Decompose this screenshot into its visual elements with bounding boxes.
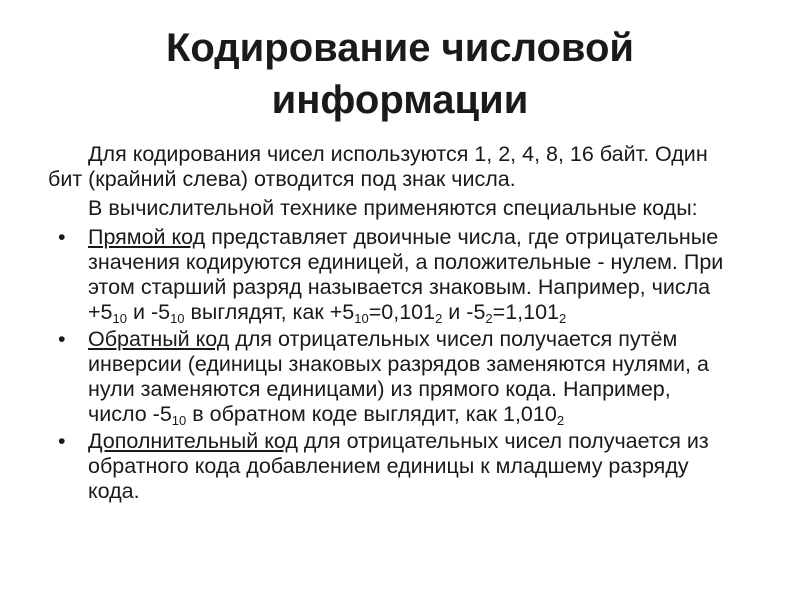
slide-title xyxy=(0,22,800,126)
direct-sub-5: 2 xyxy=(485,311,493,326)
direct-text-4: =0,101 xyxy=(368,300,436,324)
inverse-text-1: для отрицательных чисел получается путём инверсии (единицы знаковых разрядов заменяются нулями, а нули заменяются единицами) из прямого кода. Например, число -5 xyxy=(88,327,709,426)
list-item-direct-code xyxy=(48,225,728,325)
code-types-list xyxy=(48,225,728,504)
direct-sub-2: 10 xyxy=(170,311,185,326)
direct-sub-6: 2 xyxy=(559,311,567,326)
slide-body xyxy=(48,142,728,506)
intro-paragraph-2: В вычислительной технике применяются специальные коды: xyxy=(88,196,698,220)
direct-text-5: и -5 xyxy=(442,300,486,324)
intro-paragraph-1: Для кодирования чисел используются 1, 2, 4, 8, 16 байт. Один бит (крайний слева) отводится под знак числа. xyxy=(48,142,708,191)
direct-sub-1: 10 xyxy=(112,311,127,326)
list-item-additional-code xyxy=(48,429,728,504)
direct-sub-4: 2 xyxy=(435,311,443,326)
bullet-icon: • xyxy=(58,327,66,351)
slide-title-line1: Кодирование числовой xyxy=(165,26,635,70)
direct-text-6: =1,101 xyxy=(492,300,559,324)
bullet-icon: • xyxy=(58,429,66,453)
inverse-text-2: в обратном коде выглядит, как 1,010 xyxy=(186,402,557,426)
inverse-sub-1: 10 xyxy=(171,413,187,428)
direct-text-3: выглядят, как +5 xyxy=(184,300,355,324)
direct-text-1: представляет двоичные числа, где отрицательные значения кодируются единицей, а положительные - нулем. При этом старший разряд называется знаковым. Например, числа +5 xyxy=(88,225,724,324)
bullet-icon: • xyxy=(58,225,66,249)
slide-title-line2: информации xyxy=(271,78,529,122)
direct-sub-3: 10 xyxy=(354,311,369,326)
term-direct-code: Прямой код xyxy=(88,225,206,249)
term-additional-code: Дополнительный код xyxy=(88,429,298,453)
inverse-sub-2: 2 xyxy=(556,413,565,428)
term-inverse-code: Обратный код xyxy=(88,327,230,351)
list-item-inverse-code xyxy=(48,327,728,427)
additional-text-1: для отрицательных чисел получается из обратного кода добавлением единицы к младшему разряду кода. xyxy=(88,429,709,503)
direct-text-2: и -5 xyxy=(126,300,171,324)
